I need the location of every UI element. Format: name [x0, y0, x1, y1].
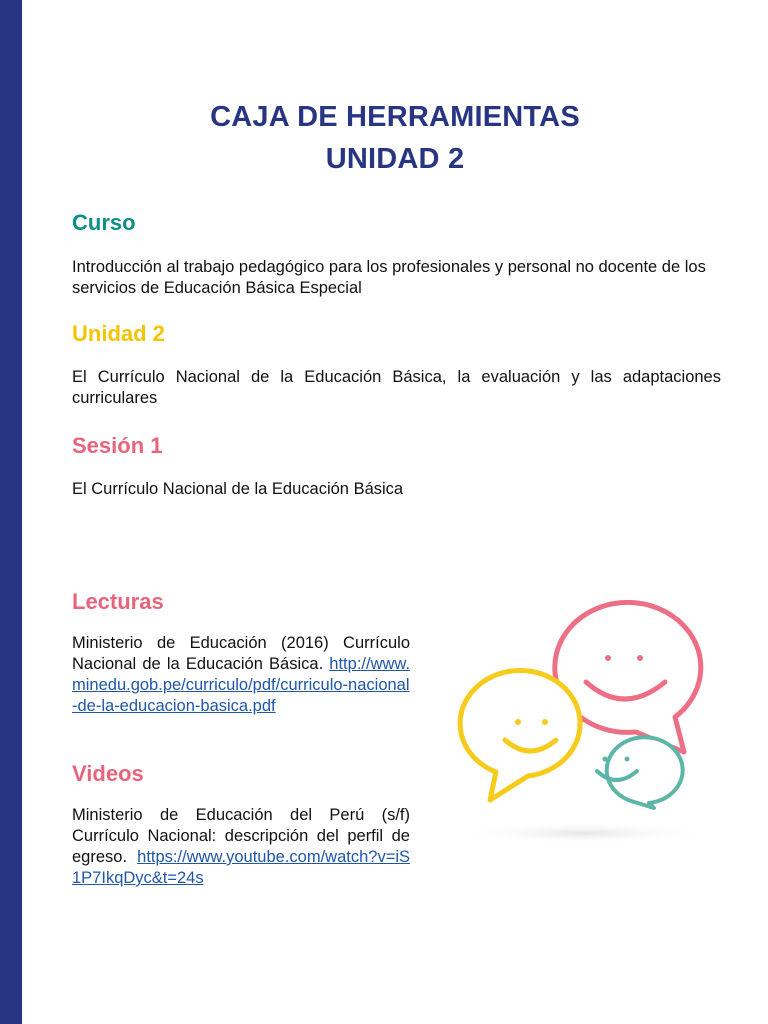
speech-bubble-smileys-icon — [444, 590, 724, 860]
teal-bubble — [597, 737, 683, 808]
sesion-heading: Sesión 1 — [72, 433, 163, 458]
videos-link[interactable]: https://www.youtube.com/watch?v=iS1P7IkqDyc&t=24s — [72, 848, 410, 887]
lecturas-heading: Lecturas — [72, 589, 164, 614]
page-title-line-2: UNIDAD 2 — [325, 143, 465, 175]
videos-reference-text: Ministerio de Educación del Perú (s/f) Currículo Nacional: descripción del perfil de egreso. — [72, 806, 410, 866]
shadow — [456, 822, 712, 844]
sesion-text: El Currículo Nacional de la Educación Básica — [72, 480, 404, 498]
unidad-heading: Unidad 2 — [72, 321, 165, 346]
curso-text: Introducción al trabajo pedagógico para los profesionales y personal no docente de los servicios de Educación Básica Especial — [72, 258, 706, 297]
videos-reference — [72, 805, 410, 889]
page-title — [22, 96, 768, 180]
videos-heading: Videos — [72, 761, 144, 786]
lecturas-reference — [72, 633, 410, 717]
lecturas-link[interactable]: http://www.minedu.gob.pe/curriculo/pdf/curriculo-nacional-de-la-educacion-basica.pdf — [72, 655, 410, 715]
unidad-text: El Currículo Nacional de la Educación Básica, la evaluación y las adaptaciones curriculares — [72, 368, 721, 407]
lecturas-reference-text: Ministerio de Educación (2016) Currículo Nacional de la Educación Básica. — [72, 634, 410, 673]
yellow-bubble — [460, 670, 580, 800]
side-accent-bar — [0, 0, 22, 1024]
curso-heading: Curso — [72, 210, 136, 235]
page-title-line-1: CAJA DE HERRAMIENTAS — [210, 101, 580, 133]
